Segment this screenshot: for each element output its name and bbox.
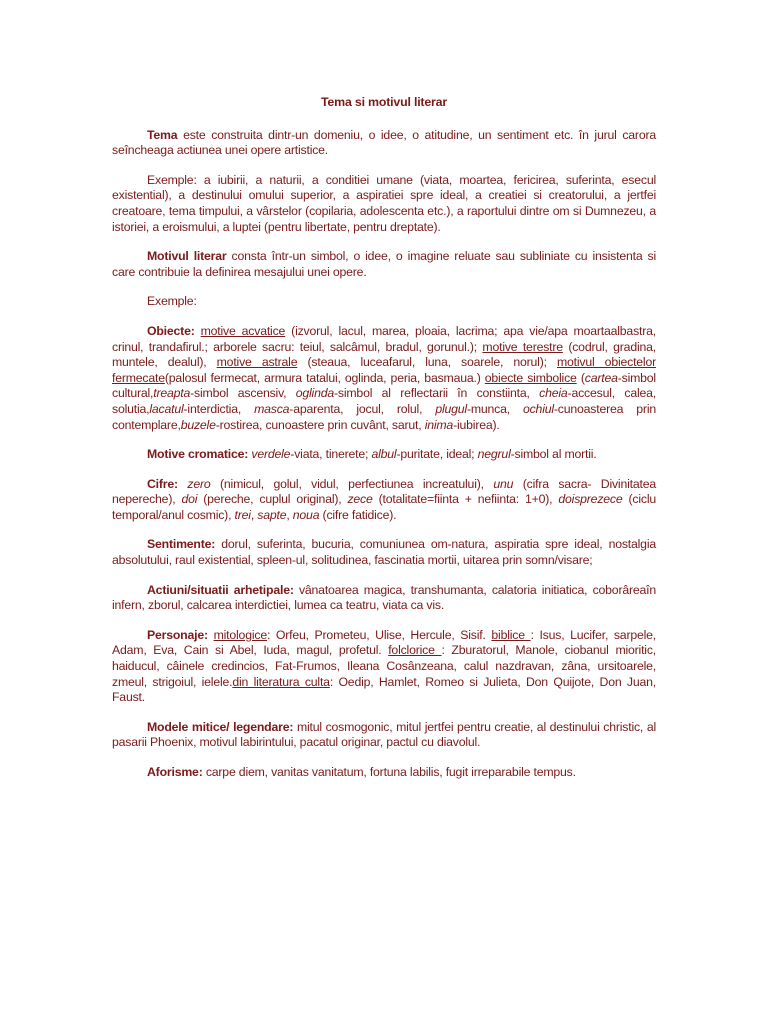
italic-term: unu: [493, 476, 514, 491]
text-segment: ,: [286, 507, 293, 522]
text-segment: (cifre fatidice).: [319, 507, 397, 522]
text-segment: -interdictia,: [183, 401, 255, 416]
italic-term: noua: [292, 507, 320, 522]
italic-term: plugul: [435, 401, 467, 416]
text-segment: -simbol al mortii.: [510, 447, 597, 462]
italic-term: doisprezece: [558, 492, 623, 507]
text-segment: -iubirea).: [453, 417, 500, 432]
text-segment: -accesul, calea, solutia,: [112, 386, 656, 416]
label-motive-cromatice: Motive cromatice:: [147, 447, 249, 462]
italic-term: sapte: [257, 507, 287, 522]
italic-term: cheia: [539, 386, 568, 401]
link-motive-terestre: motive terestre: [482, 339, 563, 354]
link-obiecte-simbolice: obiecte simbolice: [484, 370, 577, 385]
text-segment: : Oedip, Hamlet, Romeo si Julieta, Don Quijote, Don Juan, Faust.: [112, 674, 656, 705]
term-motivul-literar: Motivul literar: [147, 249, 227, 264]
italic-term: treapta: [153, 386, 191, 401]
paragraph-tema: [112, 128, 656, 159]
text-segment: -puritate, ideal;: [396, 447, 478, 462]
italic-term: zece: [347, 492, 373, 507]
actiuni-text: vânatoarea magica, transhumanta, calatoria initiatica, coborâreaîn infern, zborul, calcarea interdictiei, lumea ca teatru, viata ca vis.: [112, 582, 657, 613]
paragraph-sentimente: [112, 537, 656, 568]
paragraph-actiuni-situatii: [112, 583, 656, 614]
term-tema: Tema: [147, 127, 178, 142]
paragraph-motive-cromatice: [112, 447, 656, 463]
italic-term: negrul: [477, 447, 511, 462]
text-segment: (nimicul, golul, vidul, perfectiunea increatului),: [210, 476, 494, 491]
text-segment: -aparenta, jocul, rolul,: [289, 401, 436, 416]
link-obiecte-fermecate: motivul obiectelor fermecate: [112, 355, 657, 385]
label-modele-mitice: Modele mitice/ legendare:: [147, 719, 294, 734]
label-cifre: Cifre:: [147, 476, 178, 491]
italic-term: zero: [187, 476, 211, 491]
text-segment: -simbol cultural,: [112, 370, 656, 401]
page-title: Tema si motivul literar: [320, 95, 447, 109]
italic-term: verdele: [251, 447, 291, 462]
link-mitologice: mitologice: [213, 627, 267, 642]
italic-term: ochiul: [522, 401, 554, 416]
label-personaje: Personaje:: [147, 627, 208, 642]
text-segment: (pereche, cuplul original),: [197, 492, 348, 507]
text-segment: (steaua, luceafarul, luna, soarele, norul);: [297, 355, 557, 370]
italic-term: trei: [234, 507, 251, 522]
paragraph-cifre: [112, 477, 656, 524]
paragraph-exemple-teme: Exemple: a iubirii, a naturii, a conditiei umane (viata, moartea, fericirea, suferinta, esecul existential), a destinului omului superior, a aspiratiei spre ideal, a creatiei si creatorului, a jertfei creatoare, tema timpului, a vârstelor (copilaria, adolescenta etc.), a raportului dintre om si Dumnezeu, a istoriei, a eroismului, a luptei (pentru libertate, pentru dreptate).: [112, 172, 656, 234]
text-segment: [178, 477, 187, 491]
sentimente-text: dorul, suferinta, bucuria, comuniunea om-natura, aspiratia spre ideal, nostalgia absolutului, raul existential, spleen-ul, solitudinea, fascinatia mortii, uitarea prin somn/visare;: [112, 537, 656, 568]
text-segment: (cifra sacra- Divinitatea nepereche),: [112, 476, 656, 507]
text-segment: -viata, tinerete;: [290, 447, 372, 462]
link-din-literatura-culta: din literatura culta: [232, 674, 330, 689]
link-biblice: biblice: [491, 627, 531, 642]
label-obiecte: Obiecte:: [147, 323, 195, 338]
italic-term: cartea: [584, 370, 618, 385]
link-motive-acvatice: motive acvatice: [200, 323, 286, 338]
text-segment: : Orfeu, Prometeu, Ulise, Hercule, Sisif.: [266, 627, 492, 642]
label-actiuni-situatii: Actiuni/situatii arhetipale:: [147, 582, 294, 597]
italic-term: albul: [371, 447, 397, 462]
text-segment: (: [576, 370, 585, 385]
paragraph-personaje: [112, 628, 656, 706]
paragraph-aforisme: [112, 765, 656, 781]
text-segment: -rostirea, cunoastere prin cuvânt, sarut,: [215, 417, 425, 432]
paragraph-motivul-literar: [112, 249, 656, 280]
text-segment: ,: [250, 507, 258, 522]
link-folclorice: folclorice: [388, 643, 442, 658]
text-segment: : Zburatorul, Manole, ciobanul mioritic, haiducul, câinele credincios, Fat-Frumos, Ileana Cosânzeana, calul nazdravan, zâna, ursitoarele, zmeul, strigoiul, ielele.: [112, 643, 656, 689]
tema-definition: este construita dintr-un domeniu, o idee, o atitudine, un sentiment etc. în jurul carora seîncheaga actiunea unei opere artistice.: [112, 127, 656, 158]
italic-term: lacatul: [149, 401, 184, 416]
text-segment: : Isus, Lucifer, sarpele, Adam, Eva, Cain si Abel, Iuda, magul, profetul.: [112, 627, 657, 658]
link-motive-astrale: motive astrale: [216, 355, 298, 370]
text-segment: (palosul fermecat, armura tatalui, oglinda, peria, basmaua.): [164, 370, 485, 385]
italic-term: buzele: [180, 417, 216, 432]
text-segment: (totalitate=fiinta + nefiinta: 1+0),: [372, 492, 559, 507]
modele-text: mitul cosmogonic, mitul jertfei pentru creatie, al destinului christic, al pasarii Phoenix, motivul labirintului, pacatul originar, pactul cu diavolul.: [112, 719, 656, 750]
paragraph-obiecte: [112, 324, 656, 433]
aforisme-text: carpe diem, vanitas vanitatum, fortuna labilis, fugit irreparabile tempus.: [202, 765, 576, 779]
text-segment: (ciclu temporal/anul cosmic),: [112, 492, 656, 522]
text-segment: -munca,: [466, 401, 523, 416]
italic-term: oglinda: [295, 386, 335, 401]
text-segment: (izvorul, lacul, marea, ploaia, lacrima; apa vie/apa moartaalbastra, crinul, trandafirul.; arborele sacru: teiul, salcâmul, bradul, gorunul.);: [112, 323, 656, 354]
italic-term: inima: [424, 417, 454, 432]
label-aforisme: Aforisme:: [147, 765, 203, 779]
text-segment: -simbol al reflectarii în constiinta,: [334, 386, 540, 401]
text-segment: (codrul, gradina, muntele, dealul),: [112, 339, 656, 370]
text-segment: -simbol ascensiv,: [190, 386, 296, 401]
italic-term: masca: [254, 401, 290, 416]
italic-term: doi: [181, 492, 198, 507]
motivul-definition: consta într-un simbol, o idee, o imagine reluate sau subliniate cu insistenta si care contribuie la definirea mesajului unei opere.: [112, 249, 656, 279]
text-segment: -cunoasterea prin contemplare,: [112, 401, 656, 432]
paragraph-modele-mitice: [112, 720, 656, 751]
label-sentimente: Sentimente:: [147, 537, 216, 552]
paragraph-exemple-label: Exemple:: [147, 294, 197, 309]
